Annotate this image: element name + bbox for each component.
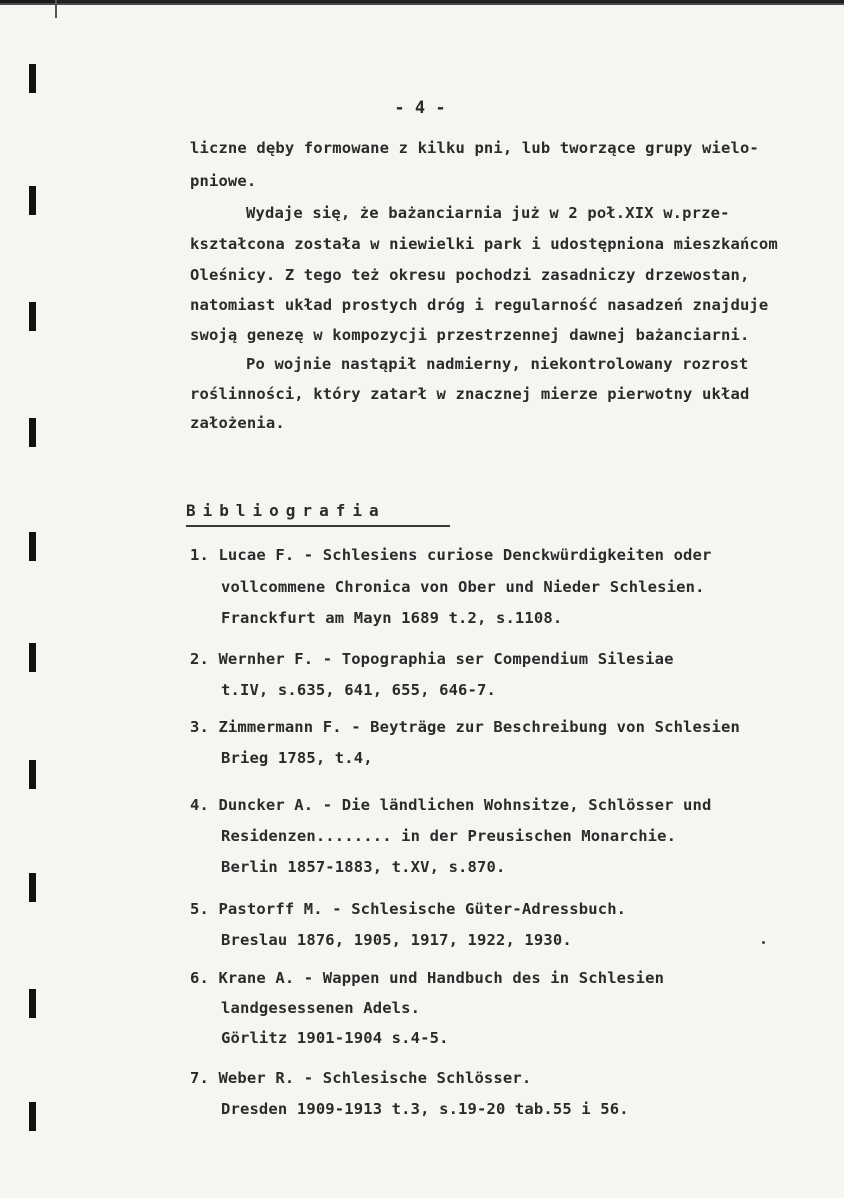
binder-mark [29,186,36,215]
body-line: natomiast układ prostych dróg i regularność nasadzeń znajduje [190,296,769,314]
body-line: liczne dęby formowane z kilku pni, lub tworzące grupy wielo- [190,139,759,157]
body-line: roślinności, który zatarł w znacznej mierze pierwotny układ [190,385,750,403]
binder-mark [29,873,36,902]
body-line: swoją genezę w kompozycji przestrzennej dawnej bażanciarni. [190,326,750,344]
bibliography-entry-line: 5. Pastorff M. - Schlesische Güter-Adressbuch. [190,900,627,918]
binder-mark [29,302,36,331]
bibliography-entry-line: Görlitz 1901-1904 s.4-5. [221,1029,449,1047]
binder-mark [29,64,36,93]
bibliography-entry-line: 2. Wernher F. - Topographia ser Compendium Silesiae [190,650,674,668]
page-number: - 4 - [394,98,446,118]
bibliography-entry-line: Franckfurt am Mayn 1689 t.2, s.1108. [221,609,563,627]
body-line: pniowe. [190,172,257,190]
binder-mark [29,643,36,672]
bibliography-entry-line: Dresden 1909-1913 t.3, s.19-20 tab.55 i 56. [221,1100,629,1118]
binder-mark [29,418,36,447]
body-line: Po wojnie nastąpił nadmierny, niekontrolowany rozrost [246,355,749,373]
bibliography-entry-line: Berlin 1857-1883, t.XV, s.870. [221,858,506,876]
bibliography-entry-line: 6. Krane A. - Wappen und Handbuch des in Schlesien [190,969,665,987]
bibliography-entry-line: Breslau 1876, 1905, 1917, 1922, 1930. [221,931,572,949]
bibliography-entry-line: t.IV, s.635, 641, 655, 646-7. [221,681,496,699]
bibliography-entry-line: landgesessenen Adels. [221,999,421,1017]
body-line: kształcona została w niewielki park i udostępniona mieszkańcom [190,235,778,253]
binder-mark [29,532,36,561]
binder-mark [29,1102,36,1131]
bibliography-entry-line: 3. Zimmermann F. - Beyträge zur Beschreibung von Schlesien [190,718,740,736]
bibliography-entry-line: Brieg 1785, t.4, [221,749,373,767]
bibliography-entry-line: 1. Lucae F. - Schlesiens curiose Denckwürdigkeiten oder [190,546,712,564]
body-line: Oleśnicy. Z tego też okresu pochodzi zasadniczy drzewostan, [190,266,750,284]
scan-fold-line [55,0,57,18]
bibliography-entry-line: 4. Duncker A. - Die ländlichen Wohnsitze, Schlösser und [190,796,712,814]
bibliography-entry-line: 7. Weber R. - Schlesische Schlösser. [190,1069,532,1087]
bibliography-entry-line: Residenzen........ in der Preusischen Monarchie. [221,827,677,845]
binder-mark [29,760,36,789]
body-line: założenia. [190,414,285,432]
bibliography-entry-line: vollcommene Chronica von Ober und Nieder Schlesien. [221,578,705,596]
scan-top-edge [0,0,844,16]
heading-underline [186,525,450,527]
bibliography-heading: Bibliografia [186,501,386,520]
scan-speck [762,941,765,944]
binder-mark [29,989,36,1018]
body-line: Wydaje się, że bażanciarnia już w 2 poł.XIX w.prze- [246,204,730,222]
